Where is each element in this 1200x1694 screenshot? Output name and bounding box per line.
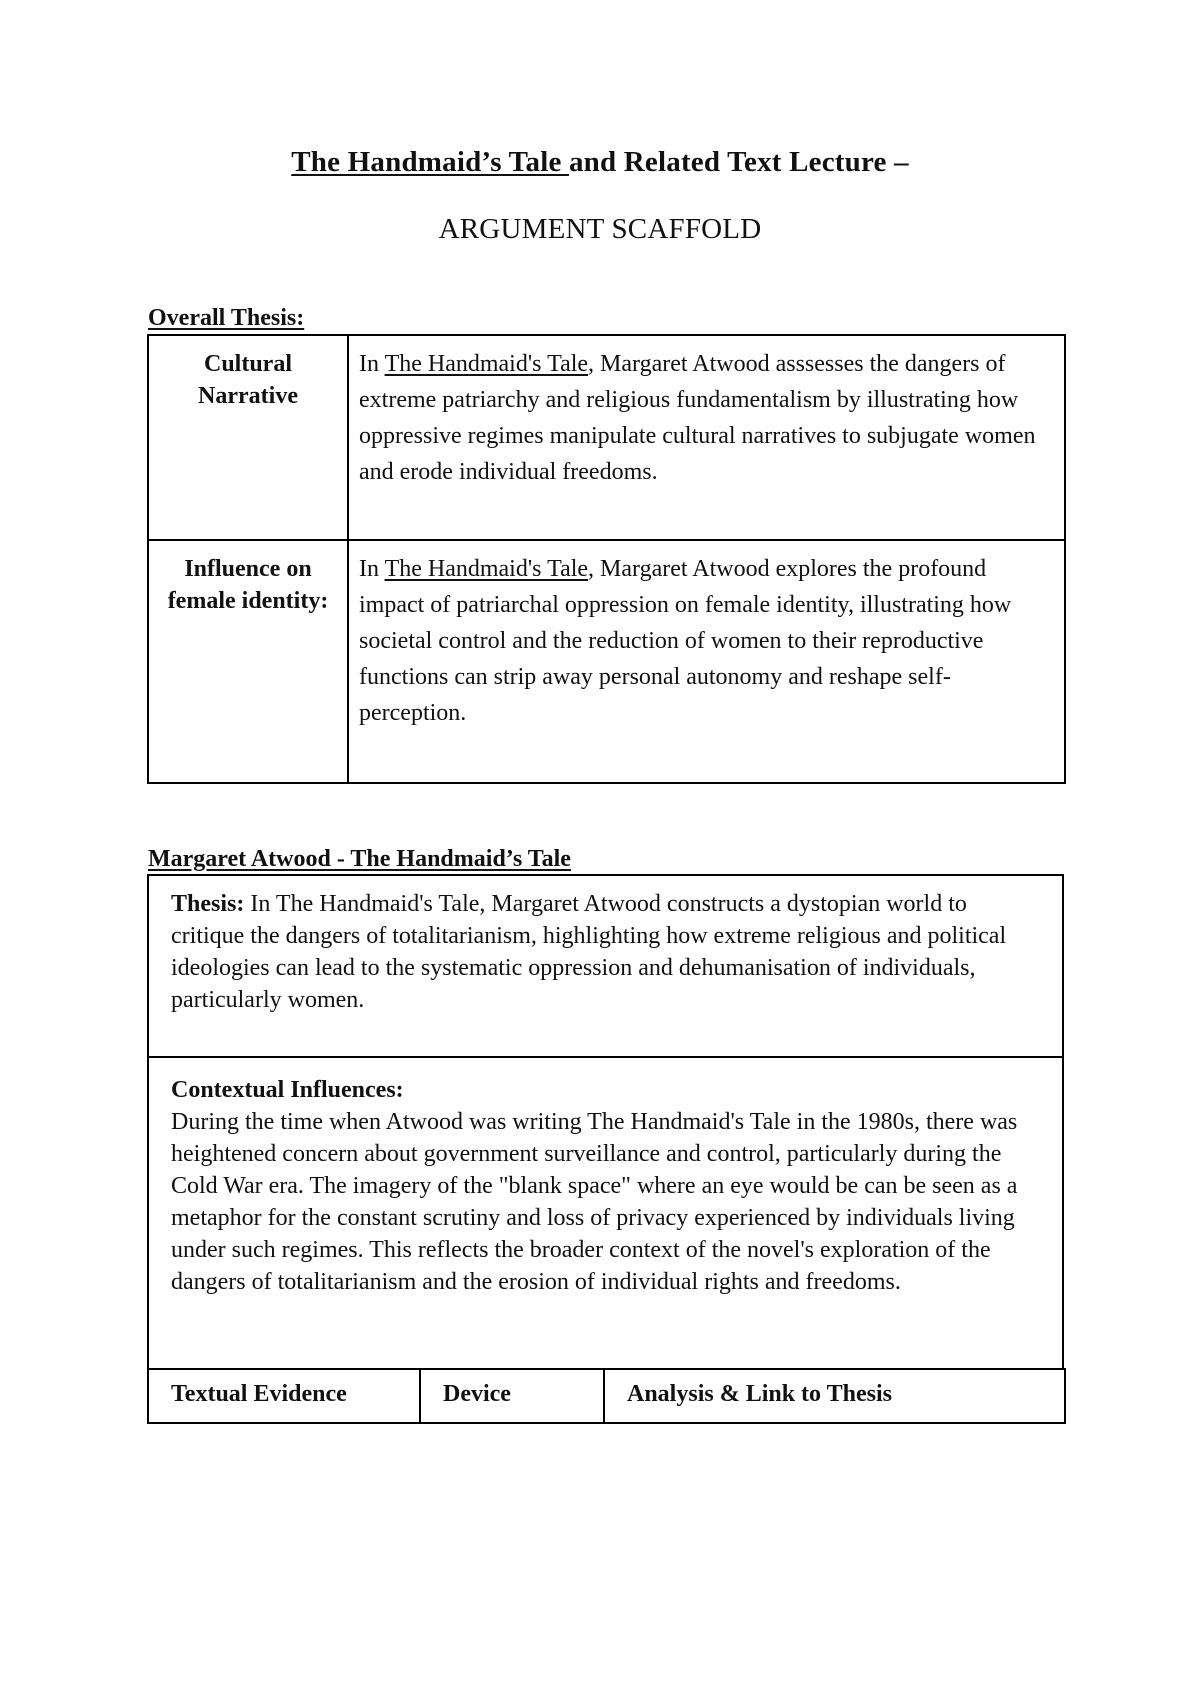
page-subtitle: ARGUMENT SCAFFOLD bbox=[438, 213, 762, 245]
thesis-row-text bbox=[348, 335, 1065, 540]
header-textual-evidence: Textual Evidence bbox=[148, 1369, 420, 1423]
contextual-text: During the time when Atwood was writing The Handmaid's Tale in the 1980s, there was heightened concern about government surveillance and control, particularly during the Cold War era. The imagery of the "blank space" where an eye would be can be seen as a metaphor for the constant scrutiny and loss of privacy experienced by individuals living under such regimes. This reflects the broader context of the novel's exploration of the dangers of totalitarianism and the erosion of individual rights and freedoms. bbox=[171, 1109, 1018, 1295]
atwood-thesis-cell bbox=[148, 875, 1063, 1057]
thesis-body: , Margaret Atwood explores the profound impact of patriarchal oppression on female identity, illustrating how societal control and the reduction of women to their reproductive functions can strip away personal autonomy and reshape self-perception. bbox=[359, 556, 1012, 726]
title-rest: and Related Text Lecture – bbox=[568, 146, 909, 178]
contextual-influences-row bbox=[148, 1057, 1063, 1369]
thesis-intro: In bbox=[359, 351, 385, 377]
page-title bbox=[0, 146, 1200, 179]
thesis-book-title: The Handmaid's Tale bbox=[384, 556, 589, 582]
atwood-section-label: Margaret Atwood - The Handmaid’s Tale bbox=[148, 846, 571, 872]
atwood-table bbox=[147, 874, 1064, 1370]
contextual-influences-cell bbox=[148, 1057, 1063, 1369]
thesis-row-cultural bbox=[148, 335, 1065, 540]
overall-thesis-table bbox=[147, 334, 1066, 784]
thesis-book-title: The Handmaid's Tale bbox=[384, 351, 589, 377]
header-device: Device bbox=[420, 1369, 604, 1423]
contextual-heading: Contextual Influences: bbox=[171, 1077, 404, 1103]
thesis-row-label: Cultural Narrative bbox=[148, 335, 348, 540]
atwood-thesis-text: In The Handmaid's Tale, Margaret Atwood constructs a dystopian world to critique the dangers of totalitarianism, highlighting how extreme religious and political ideologies can lead to the systematic oppression and dehumanisation of individuals, particularly women. bbox=[171, 891, 1007, 1013]
thesis-heading: Thesis: bbox=[171, 891, 245, 917]
thesis-row-identity bbox=[148, 540, 1065, 783]
evidence-table bbox=[147, 1368, 1066, 1424]
atwood-thesis-row bbox=[148, 875, 1063, 1057]
thesis-intro: In bbox=[359, 556, 385, 582]
thesis-row-label: Influence on female identity: bbox=[148, 540, 348, 783]
title-book-name: The Handmaid’s Tale bbox=[291, 146, 569, 178]
thesis-row-text bbox=[348, 540, 1065, 783]
evidence-header-row bbox=[148, 1369, 1065, 1423]
thesis-body: , Margaret Atwood asssesses the dangers of extreme patriarchy and religious fundamentalism by illustrating how oppressive regimes manipulate cultural narratives to subjugate women and erode individual freedoms. bbox=[359, 351, 1036, 485]
header-analysis: Analysis & Link to Thesis bbox=[604, 1369, 1065, 1423]
overall-thesis-label: Overall Thesis: bbox=[148, 305, 305, 331]
